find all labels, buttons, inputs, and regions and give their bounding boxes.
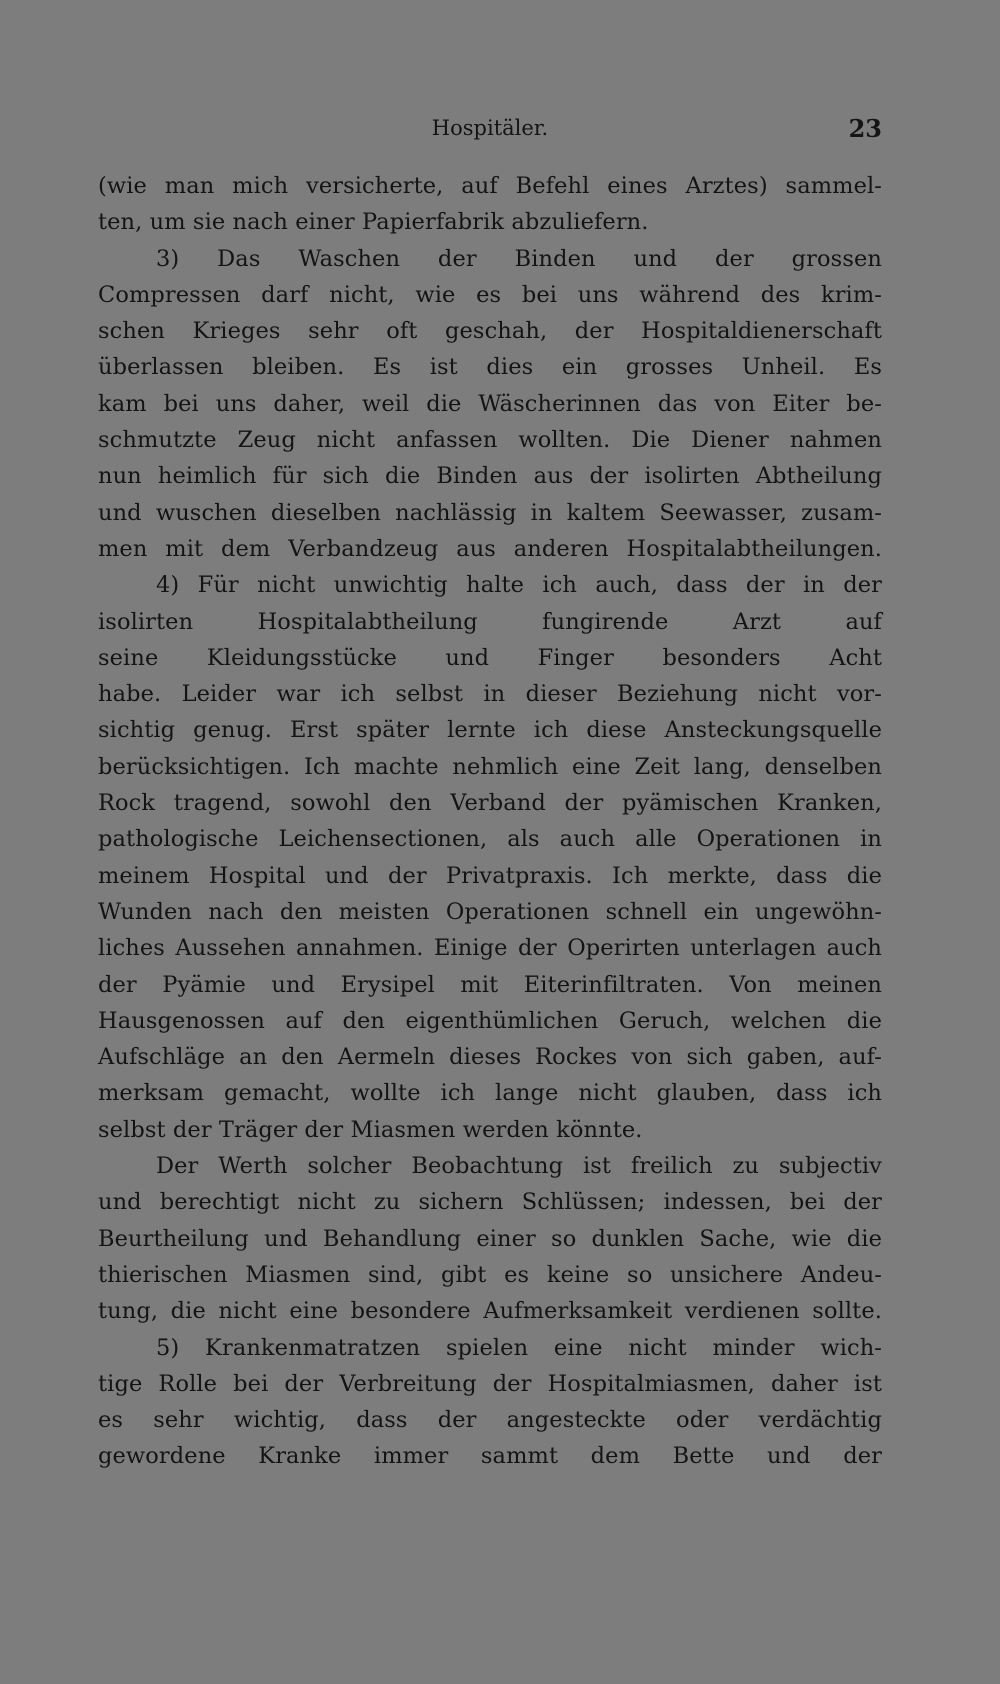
text-line: Compressen darf nicht, wie es bei uns während des krim- xyxy=(98,281,882,308)
text-line: es sehr wichtig, dass der angesteckte oder verdächtig xyxy=(98,1407,882,1434)
text-line: schen Krieges sehr oft geschah, der Hospitaldienerschaft xyxy=(98,318,882,345)
running-title: Hospitäler. xyxy=(431,116,549,140)
text-line: der Pyämie und Erysipel mit Eiterinfiltraten. Von meinen xyxy=(98,971,882,998)
text-line: Rock tragend, sowohl den Verband der pyämischen Kranken, xyxy=(98,790,882,817)
text-line: thierischen Miasmen sind, gibt es keine so unsichere Andeu- xyxy=(98,1261,882,1288)
text-line: pathologische Leichensectionen, als auch alle Operationen in xyxy=(98,826,882,853)
text-line: Der Werth solcher Beobachtung ist freilich zu subjectiv xyxy=(156,1153,882,1180)
text-line: isolirten Hospitalabtheilung fungirende Arzt auf xyxy=(98,608,882,635)
text-line: (wie man mich versicherte, auf Befehl eines Arztes) sammel- xyxy=(98,173,882,199)
text-line: kam bei uns daher, weil die Wäscherinnen das von Eiter be- xyxy=(98,390,882,417)
text-line: überlassen bleiben. Es ist dies ein grosses Unheil. Es xyxy=(98,354,882,381)
text-line: sichtig genug. Erst später lernte ich diese Ansteckungsquelle xyxy=(98,717,882,744)
page-number: 23 xyxy=(848,114,882,143)
text-line: seine Kleidungsstücke und Finger besonders Acht xyxy=(98,644,882,671)
text-line: tige Rolle bei der Verbreitung der Hospitalmiasmen, daher ist xyxy=(98,1370,882,1397)
text-line: 3) Das Waschen der Binden und der grossen xyxy=(156,245,882,272)
text-line: 4) Für nicht unwichtig halte ich auch, dass der in der xyxy=(156,572,882,599)
book-page xyxy=(98,112,882,1475)
text-line: selbst der Träger der Miasmen werden könnte. xyxy=(98,1116,643,1143)
text-line: habe. Leider war ich selbst in dieser Beziehung nicht vor- xyxy=(98,681,882,708)
running-header xyxy=(98,112,882,148)
text-line: Hausgenossen auf den eigenthümlichen Geruch, welchen die xyxy=(98,1007,882,1034)
text-line: 5) Krankenmatratzen spielen eine nicht minder wich- xyxy=(156,1334,882,1361)
text-line: Beurtheilung und Behandlung einer so dunklen Sache, wie die xyxy=(98,1225,882,1252)
text-line: Wunden nach den meisten Operationen schnell ein ungewöhn- xyxy=(98,898,882,925)
text-line: und berechtigt nicht zu sichern Schlüssen; indessen, bei der xyxy=(98,1189,882,1216)
text-line: ten, um sie nach einer Papierfabrik abzuliefern. xyxy=(98,209,649,236)
text-line: liches Aussehen annahmen. Einige der Operirten unterlagen auch xyxy=(98,935,882,962)
text-line: berücksichtigen. Ich machte nehmlich eine Zeit lang, denselben xyxy=(98,753,882,780)
text-line: nun heimlich für sich die Binden aus der isolirten Abtheilung xyxy=(98,463,882,490)
text-line: und wuschen dieselben nachlässig in kaltem Seewasser, zusam- xyxy=(98,499,882,526)
text-line: Aufschläge an den Aermeln dieses Rockes von sich gaben, auf- xyxy=(98,1044,882,1071)
text-line: men mit dem Verbandzeug aus anderen Hospitalabtheilungen. xyxy=(98,535,882,562)
text-line: schmutzte Zeug nicht anfassen wollten. Die Diener nahmen xyxy=(98,427,882,454)
body-text xyxy=(98,168,882,1475)
text-line: gewordene Kranke immer sammt dem Bette und der xyxy=(98,1443,882,1470)
text-line: tung, die nicht eine besondere Aufmerksamkeit verdienen sollte. xyxy=(98,1298,882,1325)
text-line: merksam gemacht, wollte ich lange nicht glauben, dass ich xyxy=(98,1080,882,1107)
text-line: meinem Hospital und der Privatpraxis. Ich merkte, dass die xyxy=(98,862,882,889)
